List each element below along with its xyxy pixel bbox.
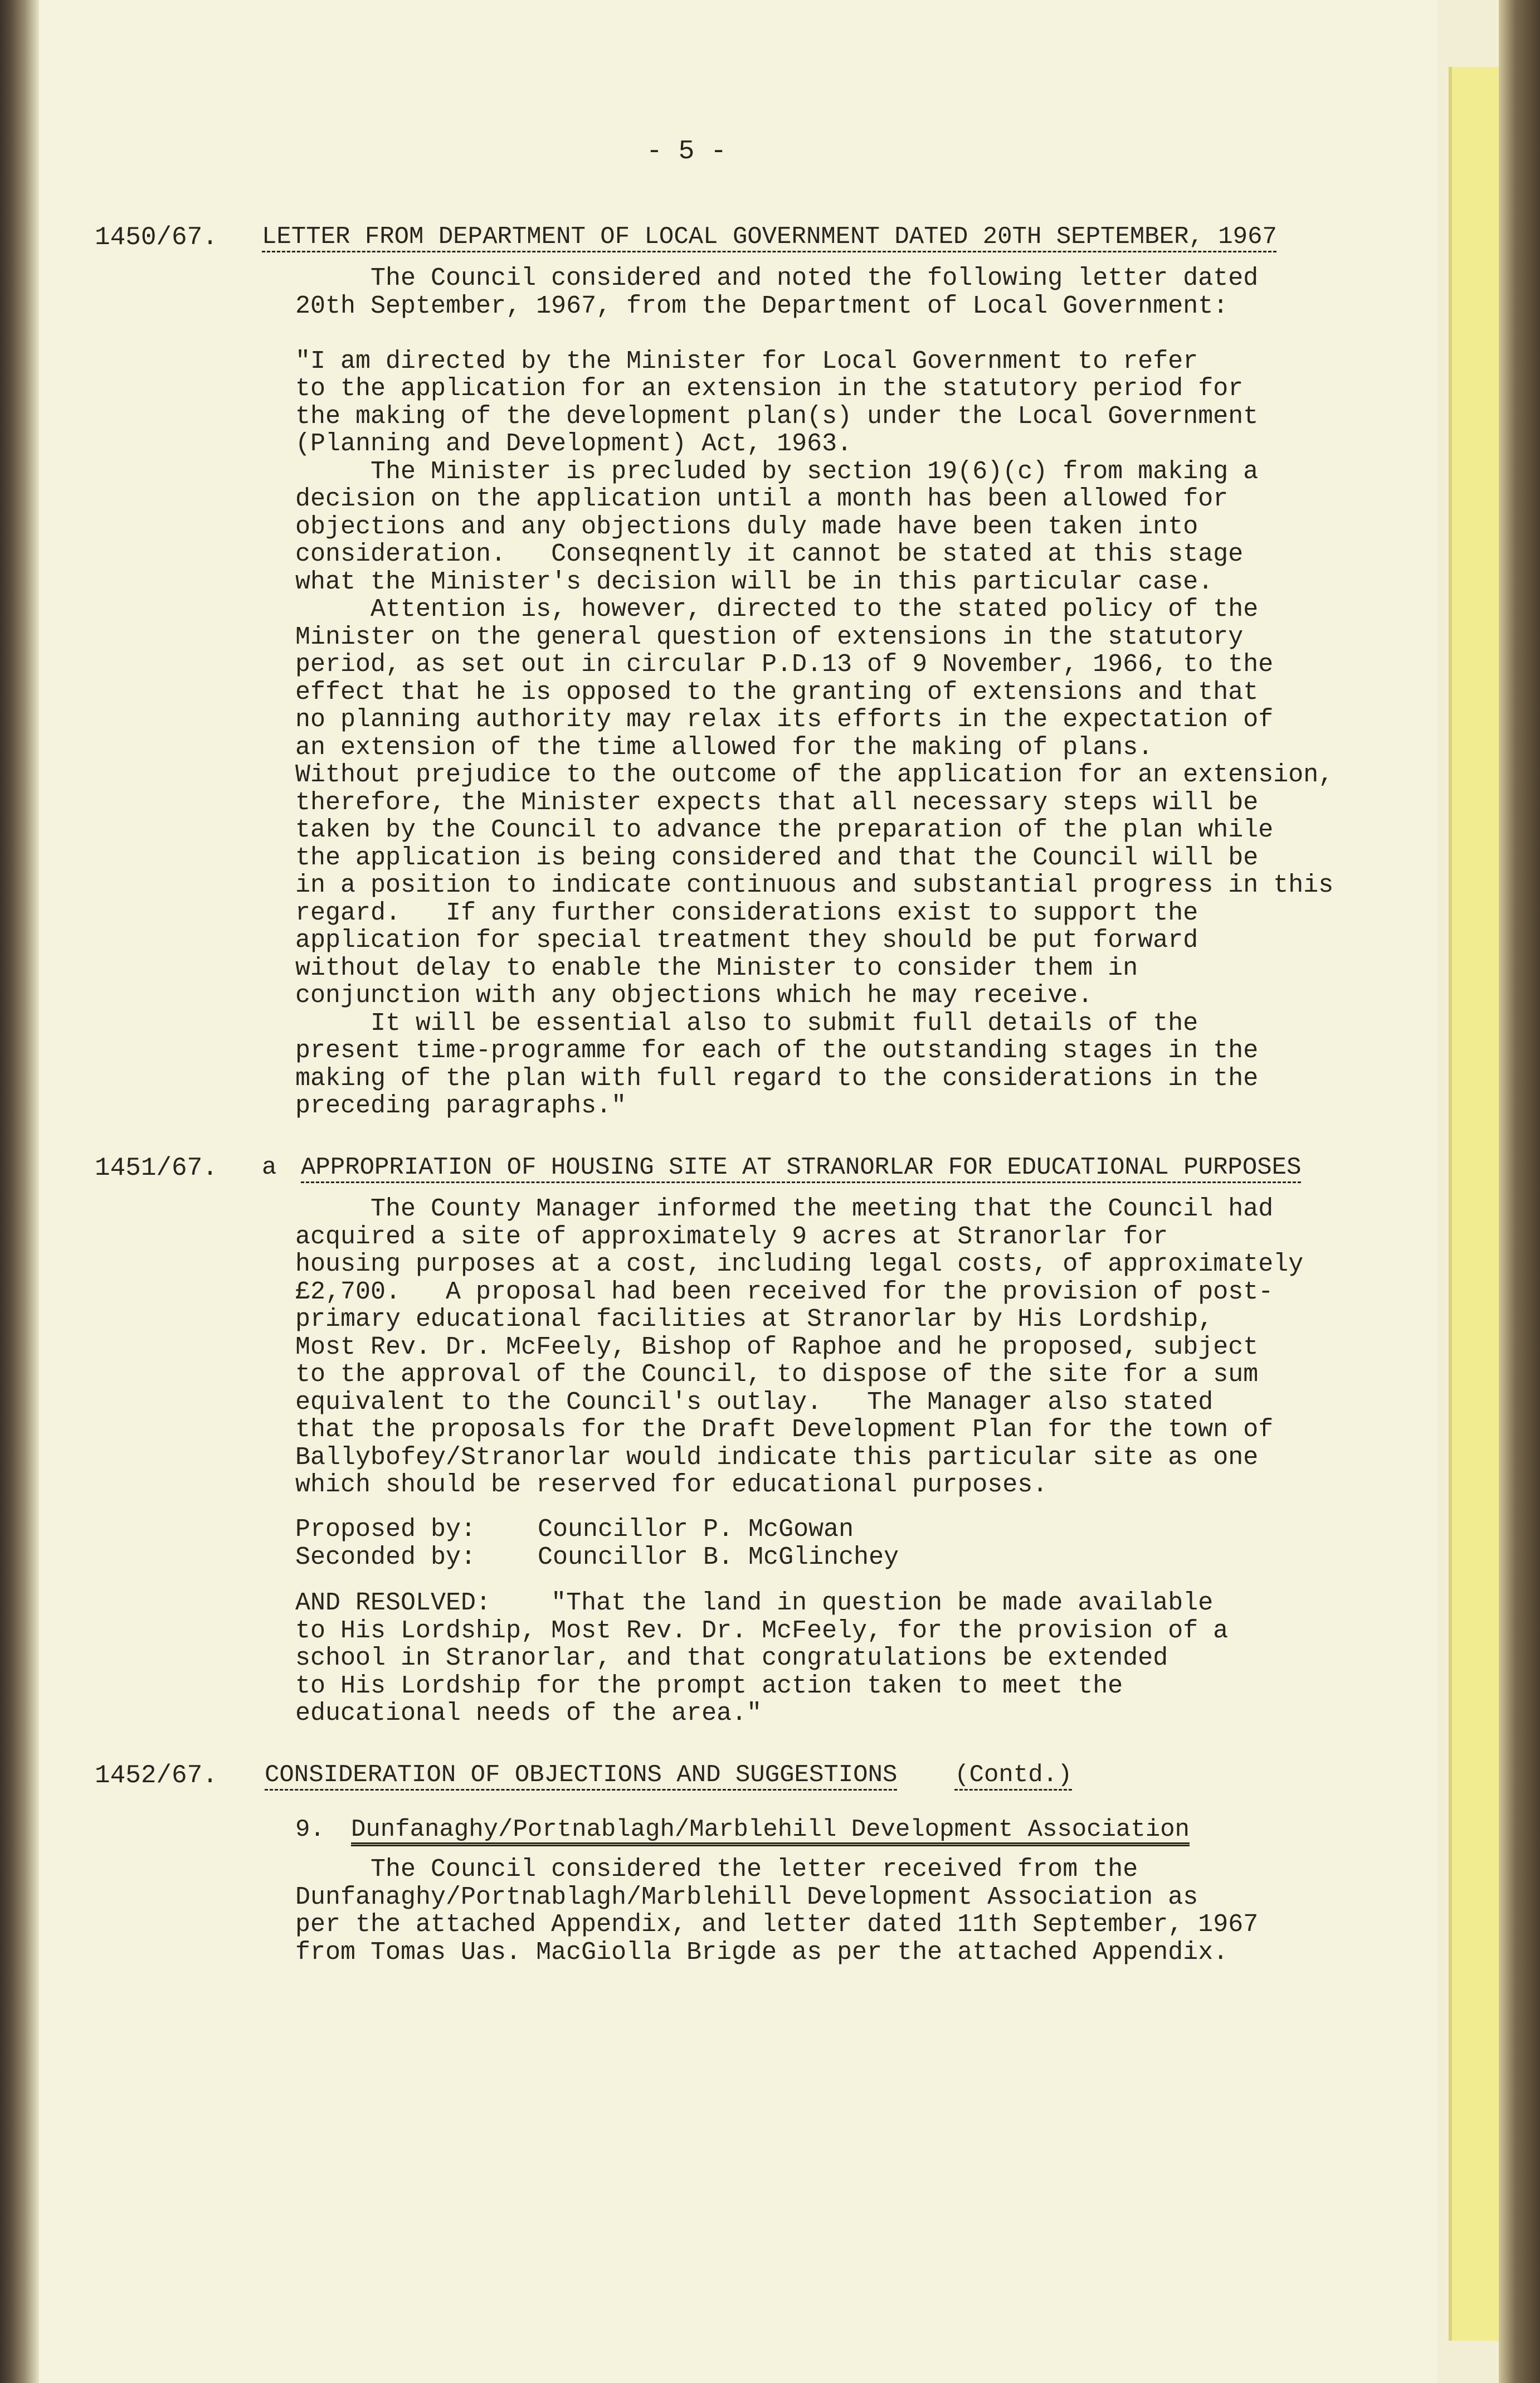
text-line: educational needs of the area." — [295, 1699, 762, 1728]
text-line: Most Rev. Dr. McFeely, Bishop of Raphoe and he proposed, subject — [295, 1332, 1259, 1361]
text-line: therefore, the Minister expects that all necessary steps will be — [295, 788, 1259, 817]
text-line: It will be essential also to submit full details of the — [295, 1009, 1198, 1038]
text-line: to His Lordship for the prompt action taken to meet the — [295, 1671, 1123, 1700]
text-line: The Council considered the letter received from the — [295, 1855, 1138, 1884]
item-number-1451: 1451/67. — [95, 1154, 218, 1183]
text-line: acquired a site of approximately 9 acres at Stranorlar for — [295, 1222, 1168, 1251]
resolution-text — [295, 1589, 1228, 1728]
text-line: Dunfanaghy/Portnablagh/Marblehill Development Association as — [295, 1883, 1198, 1912]
text-line: the making of the development plan(s) under the Local Government — [295, 402, 1259, 431]
sub-heading: Dunfanaghy/Portnablagh/Marblehill Development Association — [351, 1816, 1190, 1844]
yellow-paper-strip — [1449, 67, 1502, 2341]
item-number-1450: 1450/67. — [95, 223, 218, 252]
text-line: to the application for an extension in the statutory period for — [295, 375, 1244, 403]
item-body-1450 — [295, 265, 1333, 1120]
text-line: in a position to indicate continuous and substantial progress in this — [295, 871, 1334, 899]
text-line: what the Minister's decision will be in this particular case. — [295, 567, 1214, 596]
text-line: housing purposes at a cost, including legal costs, of approximately — [295, 1250, 1304, 1278]
text-line: Minister on the general question of extensions in the statutory — [295, 623, 1244, 651]
text-line: present time-programme for each of the outstanding stages in the — [295, 1037, 1259, 1065]
text-line: that the proposals for the Draft Development Plan for the town of — [295, 1416, 1274, 1444]
text-line: preceding paragraphs." — [295, 1092, 627, 1120]
text-line: (Planning and Development) Act, 1963. — [295, 430, 852, 458]
text-line: "I am directed by the Minister for Local Government to refer — [295, 347, 1198, 376]
text-line: The Minister is precluded by section 19(6)(c) from making a — [295, 457, 1259, 486]
item-heading-1451: APPROPRIATION OF HOUSING SITE AT STRANORLAR FOR EDUCATIONAL PURPOSES — [301, 1154, 1302, 1181]
item-prefix-1451: a — [262, 1154, 277, 1181]
text-line: Attention is, however, directed to the stated policy of the — [295, 595, 1259, 624]
text-line: which should be reserved for educational purposes. — [295, 1471, 1048, 1499]
text-line: primary educational facilities at Stranorlar by His Lordship, — [295, 1305, 1214, 1334]
proposed-label: Proposed by: — [295, 1515, 476, 1544]
text-line: period, as set out in circular P.D.13 of 9 November, 1966, to the — [295, 650, 1274, 679]
seconded-label: Seconded by: — [295, 1543, 476, 1572]
item-heading-1450: LETTER FROM DEPARTMENT OF LOCAL GOVERNMENT DATED 20TH SEPTEMBER, 1967 — [262, 223, 1277, 251]
text-line: equivalent to the Council's outlay. The Manager also stated — [295, 1388, 1214, 1417]
page-edge — [1499, 0, 1540, 2383]
page-number: - 5 - — [646, 137, 727, 167]
text-line: school in Stranorlar, and that congratulations be extended — [295, 1644, 1168, 1672]
text-line: objections and any objections duly made have been taken into — [295, 512, 1198, 541]
text-line: the application is being considered and that the Council will be — [295, 843, 1259, 872]
text-line: an extension of the time allowed for the making of plans. — [295, 733, 1153, 762]
text-line: decision on the application until a month has been allowed for — [295, 485, 1229, 513]
text-line: Ballybofey/Stranorlar would indicate this particular site as one — [295, 1443, 1259, 1472]
proposed-value: Councillor P. McGowan — [538, 1515, 854, 1544]
text-line: to the approval of the Council, to dispose of the site for a sum — [295, 1360, 1259, 1389]
text-line: regard. If any further considerations exist to support the — [295, 898, 1198, 927]
text-line: no planning authority may relax its efforts in the expectation of — [295, 706, 1274, 734]
text-line: from Tomas Uas. MacGiolla Brigde as per the attached Appendix. — [295, 1938, 1229, 1967]
text-line: Without prejudice to the outcome of the application for an extension, — [295, 761, 1334, 789]
text-line: making of the plan with full regard to the considerations in the — [295, 1064, 1259, 1093]
text-line: application for special treatment they should be put forward — [295, 926, 1198, 955]
item-heading-1452-text: CONSIDERATION OF OBJECTIONS AND SUGGESTIONS — [265, 1761, 898, 1789]
text-line: The Council considered and noted the following letter dated — [295, 264, 1259, 293]
text-line — [295, 320, 1333, 348]
text-line: without delay to enable the Minister to consider them in — [295, 954, 1138, 983]
text-line: £2,700. A proposal had been received for the provision of post- — [295, 1277, 1274, 1306]
text-line: consideration. Conseqnently it cannot be stated at this stage — [295, 540, 1244, 568]
seconded-value: Councillor B. McGlinchey — [538, 1543, 899, 1572]
text-line: The County Manager informed the meeting that the Council had — [295, 1195, 1274, 1223]
item-heading-1452 — [265, 1761, 1072, 1789]
item-body-1451 — [295, 1195, 1303, 1499]
binding-shadow — [0, 0, 39, 2383]
item-heading-1452-suffix: (Contd.) — [954, 1761, 1073, 1789]
item-number-1452: 1452/67. — [95, 1761, 218, 1790]
text-line: per the attached Appendix, and letter dated 11th September, 1967 — [295, 1910, 1259, 1939]
text-line: AND RESOLVED: "That the land in question be made available — [295, 1589, 1214, 1617]
text-line: taken by the Council to advance the preparation of the plan while — [295, 816, 1274, 844]
text-line: 20th September, 1967, from the Department of Local Government: — [295, 291, 1229, 320]
text-line: conjunction with any objections which he may receive. — [295, 981, 1093, 1010]
item-body-1452 — [295, 1856, 1258, 1966]
sub-number: 9. — [295, 1816, 325, 1844]
text-line: effect that he is opposed to the granting of extensions and that — [295, 678, 1259, 707]
text-line: to His Lordship, Most Rev. Dr. McFeely, for the provision of a — [295, 1616, 1229, 1645]
